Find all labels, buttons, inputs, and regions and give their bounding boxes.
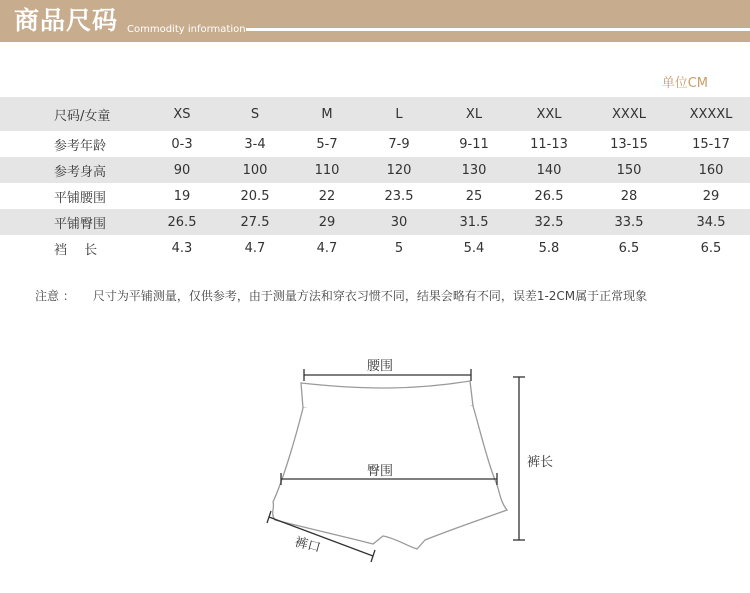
table-cell: 13-15 bbox=[610, 136, 648, 152]
table-cell: 4.7 bbox=[316, 240, 338, 256]
size-header-cell: XL bbox=[436, 97, 512, 131]
row-label: 参考年龄 bbox=[54, 138, 107, 154]
size-header-cell: L bbox=[362, 97, 436, 131]
table-cell: 140 bbox=[512, 157, 586, 183]
table-cell: 130 bbox=[436, 157, 512, 183]
table-cell: 29 bbox=[702, 188, 720, 204]
row-label: 平铺臀围 bbox=[0, 209, 146, 235]
table-cell: 34.5 bbox=[672, 209, 750, 235]
table-cell: 5.8 bbox=[538, 240, 560, 256]
table-cell: 120 bbox=[362, 157, 436, 183]
row-label: 平铺腰围 bbox=[54, 190, 107, 206]
table-cell: 31.5 bbox=[436, 209, 512, 235]
table-cell: 160 bbox=[672, 157, 750, 183]
table-cell: 5-7 bbox=[316, 136, 338, 152]
note-label: 注意 ： bbox=[35, 289, 75, 303]
table-cell: 6.5 bbox=[618, 240, 640, 256]
note-text: 尺寸为平铺测量，仅供参考，由于测量方法和穿衣习惯不同，结果会略有不同，误差1-2CM属于正常现象 bbox=[92, 289, 648, 303]
table-cell: 5.4 bbox=[463, 240, 485, 256]
header-divider bbox=[246, 28, 750, 31]
table-cell: 32.5 bbox=[512, 209, 586, 235]
table-row bbox=[0, 131, 750, 157]
section-header bbox=[0, 0, 750, 42]
table-cell: 27.5 bbox=[218, 209, 292, 235]
table-cell: 100 bbox=[218, 157, 292, 183]
table-cell: 0-3 bbox=[171, 136, 193, 152]
size-header-cell: XXXXL bbox=[672, 97, 750, 131]
table-cell: 5 bbox=[394, 240, 404, 256]
table-cell: 110 bbox=[292, 157, 362, 183]
table-cell: 6.5 bbox=[700, 240, 722, 256]
size-table bbox=[0, 97, 750, 261]
table-header-row bbox=[0, 97, 750, 131]
size-header-cell: XXL bbox=[512, 97, 586, 131]
table-cell: 33.5 bbox=[586, 209, 672, 235]
table-cell: 15-17 bbox=[692, 136, 730, 152]
table-cell: 3-4 bbox=[244, 136, 266, 152]
table-cell: 28 bbox=[620, 188, 638, 204]
table-cell: 25 bbox=[465, 188, 483, 204]
size-header-cell: S bbox=[218, 97, 292, 131]
unit-label: 单位CM bbox=[661, 76, 708, 91]
table-cell: 19 bbox=[173, 188, 191, 204]
table-cell: 30 bbox=[362, 209, 436, 235]
table-row bbox=[0, 235, 750, 261]
row-label: 参考身高 bbox=[0, 157, 146, 183]
table-cell: 11-13 bbox=[530, 136, 568, 152]
table-header-label: 尺码/女童 bbox=[0, 97, 146, 131]
section-title: 商品尺码 bbox=[14, 6, 119, 35]
table-cell: 90 bbox=[146, 157, 218, 183]
table-cell: 150 bbox=[586, 157, 672, 183]
size-note bbox=[35, 287, 647, 304]
waist-label: 腰围 bbox=[367, 359, 394, 374]
shorts-diagram bbox=[255, 350, 575, 580]
size-header-cell: XXXL bbox=[586, 97, 672, 131]
table-cell: 20.5 bbox=[240, 188, 270, 204]
section-subtitle: Commodity information bbox=[127, 24, 246, 35]
table-cell: 7-9 bbox=[388, 136, 410, 152]
table-cell: 29 bbox=[292, 209, 362, 235]
table-row bbox=[0, 209, 750, 235]
size-header-cell: M bbox=[292, 97, 362, 131]
table-cell: 4.7 bbox=[244, 240, 266, 256]
table-cell: 22 bbox=[318, 188, 336, 204]
table-row bbox=[0, 157, 750, 183]
table-cell: 26.5 bbox=[146, 209, 218, 235]
table-cell: 23.5 bbox=[384, 188, 414, 204]
size-header-cell: XS bbox=[146, 97, 218, 131]
leg-opening-label: 裤口 bbox=[292, 534, 322, 557]
table-cell: 4.3 bbox=[171, 240, 193, 256]
table-cell: 26.5 bbox=[534, 188, 564, 204]
table-row bbox=[0, 183, 750, 209]
table-cell: 9-11 bbox=[459, 136, 489, 152]
hip-label: 臀围 bbox=[367, 464, 394, 479]
length-label: 裤长 bbox=[527, 455, 554, 470]
row-label: 裆 长 bbox=[54, 242, 98, 258]
